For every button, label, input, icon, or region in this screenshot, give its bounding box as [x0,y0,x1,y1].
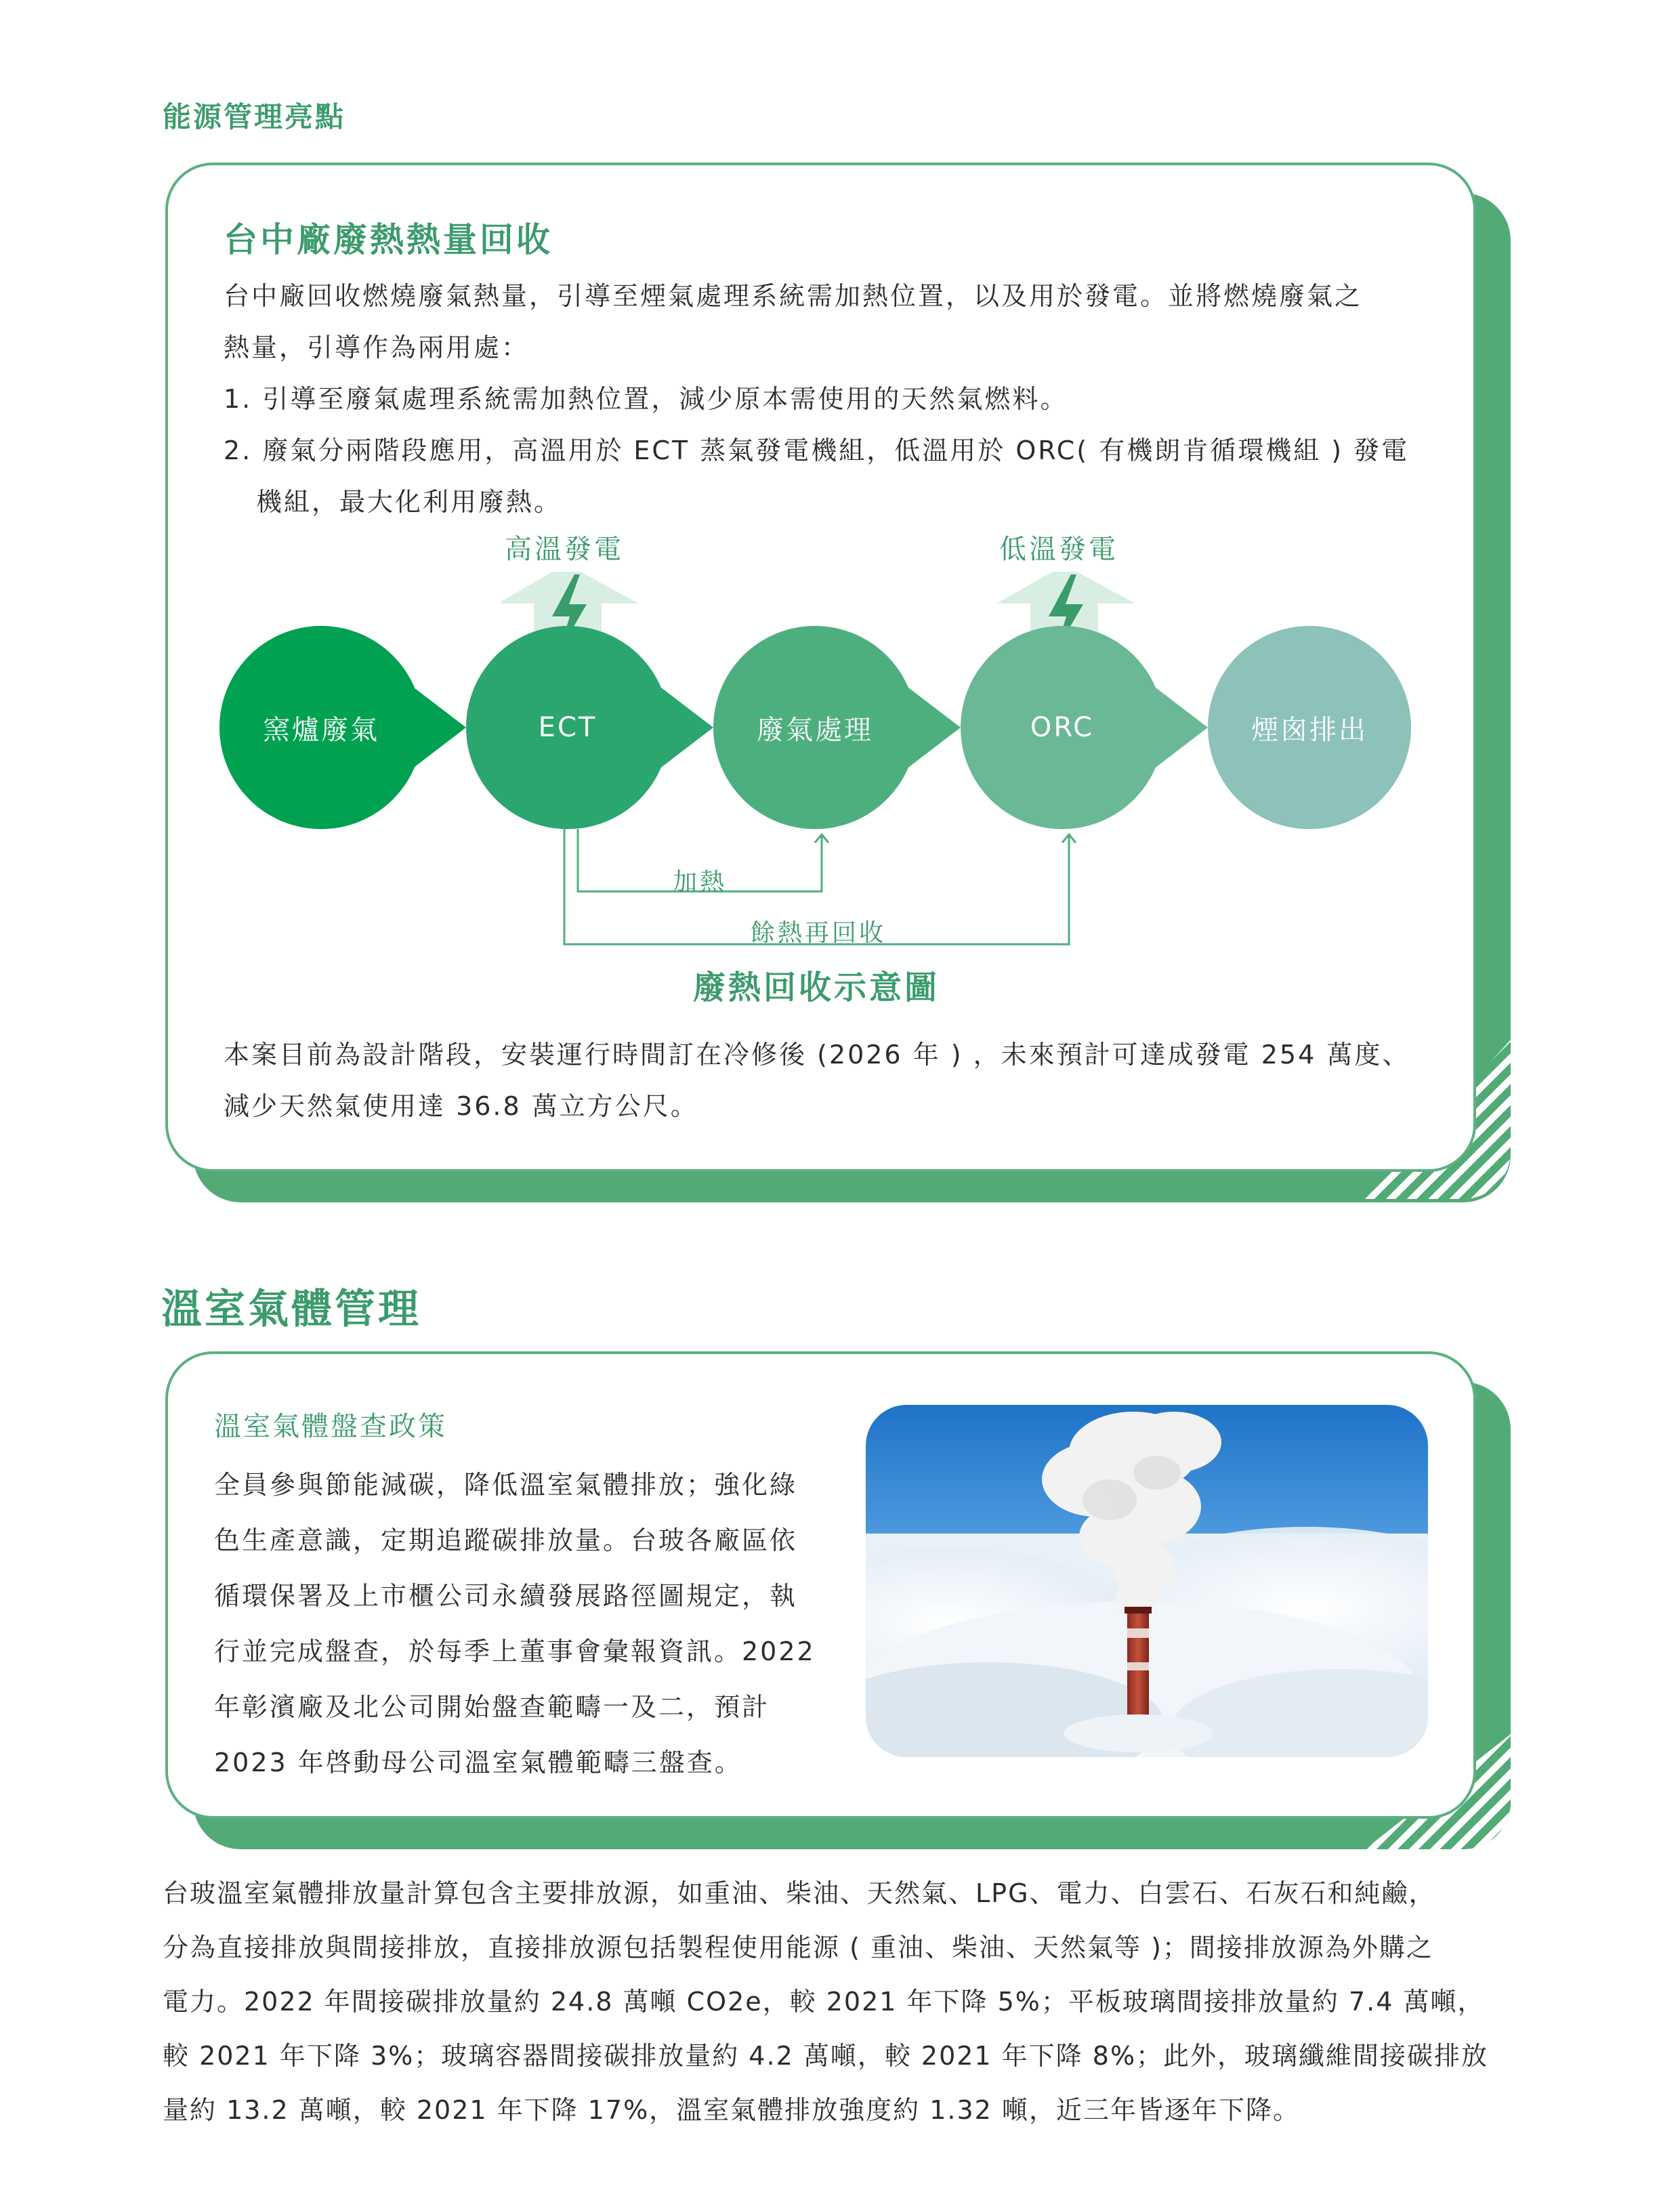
low-temp-label: 低溫發電 [999,534,1118,565]
node-label-kiln: 窯爐廢氣 [263,714,379,746]
outro-line: 減少天然氣使用達 36.8 萬立方公尺。 [224,1091,698,1121]
policy-line: 2023 年啓動母公司溫室氣體範疇三盤查。 [214,1748,742,1777]
waste-heat-card [165,163,1476,1172]
body-line: 台玻溫室氣體排放量計算包含主要排放源，如重油、柴油、天然氣、LPG、電力、白雲石、石灰石和純鹼， [163,1878,1436,1908]
policy-line: 全員參與節能減碳，降低溫室氣體排放；強化綠 [214,1470,798,1500]
chimney-photo [866,1405,1428,1757]
recycle-label: 餘熱再回收 [751,919,887,947]
ghg-policy-card [165,1351,1476,1819]
card-outro [224,1029,1443,1132]
list-item-2: 2. 廢氣分兩階段應用，高溫用於 ECT 蒸氣發電機組，低溫用於 ORC( 有機朗肯循環機組 ) 發電 [224,436,1410,465]
list-item-1: 1. 引導至廢氣處理系統需加熱位置，減少原本需使用的天然氣燃料。 [224,384,1068,414]
body-line: 量約 13.2 萬噸，較 2021 年下降 17%，溫室氣體排放強度約 1.32 噸，近三年皆逐年下降。 [163,2095,1300,2125]
diagram-caption: 廢熱回收示意圖 [693,969,940,1007]
policy-line: 行並完成盤查，於每季上董事會彙報資訊。2022 [214,1637,816,1666]
body-line: 電力。2022 年間接碳排放量約 24.8 萬噸 CO2e，較 2021 年下降 5%；平板玻璃間接排放量約 7.4 萬噸， [163,1987,1485,2017]
section-title-ghg: 溫室氣體管理 [161,1286,421,1333]
section-label-energy: 能源管理亮點 [163,100,346,133]
card-title: 台中廠廢熱熱量回收 [224,220,553,259]
node-label-treatment: 廢氣處理 [757,714,873,746]
card-intro [224,270,1429,528]
policy-line: 循環保署及上市櫃公司永續發展路徑圖規定，執 [214,1581,798,1611]
node-label-chimney: 煙囪排出 [1251,714,1368,746]
policy-line: 年彰濱廠及北公司開始盤查範疇一及二，預計 [214,1692,770,1722]
high-temp-label: 高溫發電 [505,534,624,565]
node-label-orc: ORC [1030,712,1095,743]
policy-line: 色生產意識，定期追蹤碳排放量。台玻各廠區依 [214,1525,798,1555]
ghg-body-text [163,1866,1524,2137]
body-line: 分為直接排放與間接排放，直接排放源包括製程使用能源 ( 重油、柴油、天然氣等 )；間接排放源為外購之 [163,1933,1433,1962]
outro-line: 本案目前為設計階段，安裝運行時間訂在冷修後 (2026 年 ) ，未來預計可達成發電 254 萬度、 [224,1040,1410,1070]
body-line: 較 2021 年下降 3%；玻璃容器間接碳排放量約 4.2 萬噸，較 2021 年下降 8%；此外，玻璃纖維間接碳排放 [163,2041,1489,2071]
heat-label: 加熱 [673,868,728,896]
intro-line: 台中廠回收燃燒廢氣熱量，引導至煙氣處理系統需加熱位置，以及用於發電。並將燃燒廢氣之 [224,281,1363,311]
list-item-2-cont: 機組，最大化利用廢熱。 [256,487,562,517]
intro-line: 熱量，引導作為兩用處： [224,333,530,362]
node-label-ect: ECT [538,712,597,743]
card-subtitle: 溫室氣體盤查政策 [214,1411,447,1442]
